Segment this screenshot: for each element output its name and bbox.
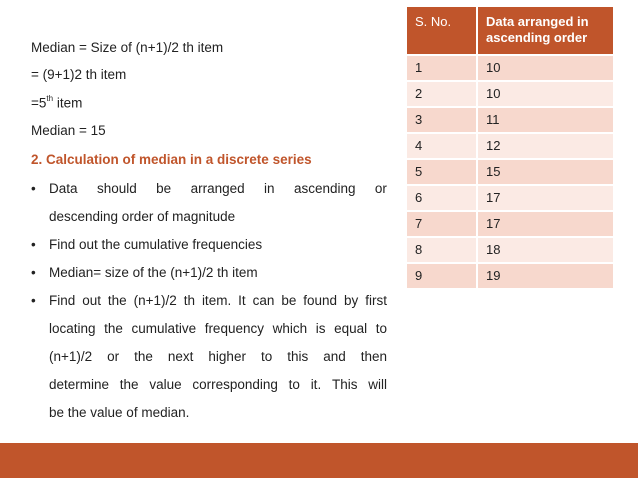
- cell-value: 17: [477, 185, 614, 211]
- word: which: [272, 321, 308, 336]
- table-row: [407, 185, 614, 211]
- word: to: [375, 321, 387, 336]
- word: (n+1)/2: [133, 293, 177, 308]
- word: to: [288, 377, 300, 392]
- cell-sno: 5: [407, 159, 477, 185]
- bullet-2-text: Find out the cumulative frequencies: [49, 237, 263, 252]
- table-row: [407, 81, 614, 107]
- table-row: [407, 159, 614, 185]
- cell-value: 12: [477, 133, 614, 159]
- cell-value: 15: [477, 159, 614, 185]
- table-row: [407, 263, 614, 289]
- bullet-4-line-3-text: [49, 349, 387, 364]
- cell-sno: 6: [407, 185, 477, 211]
- bullet-marker: •: [31, 265, 36, 280]
- table-body: [407, 55, 614, 289]
- word: equal: [334, 321, 368, 336]
- table-row: [407, 237, 614, 263]
- cell-sno: 8: [407, 237, 477, 263]
- cell-value: 10: [477, 55, 614, 81]
- word: in: [264, 181, 275, 196]
- word: it.: [310, 377, 322, 392]
- bullet-4-line-2-text: [49, 321, 387, 336]
- word: then: [360, 349, 387, 364]
- word: the: [104, 321, 123, 336]
- bullet-1-line-2-text: descending order of magnitude: [49, 209, 236, 224]
- table-row: [407, 55, 614, 81]
- word: or: [107, 349, 120, 364]
- word: th: [183, 293, 195, 308]
- table-header-row: [407, 7, 614, 55]
- cell-value: 19: [477, 263, 614, 289]
- word: first: [365, 293, 387, 308]
- cell-sno: 7: [407, 211, 477, 237]
- word: or: [374, 181, 387, 196]
- word: corresponding: [192, 377, 278, 392]
- fifth-item-line: [31, 95, 82, 111]
- word: the: [107, 293, 127, 308]
- word: out: [82, 293, 101, 308]
- cell-sno: 2: [407, 81, 477, 107]
- word: This: [331, 377, 358, 392]
- table-row: [407, 211, 614, 237]
- section-heading: 2. Calculation of median in a discrete series: [31, 152, 312, 167]
- bullet-1-line-1: [49, 181, 387, 196]
- fifth-suffix: item: [53, 95, 83, 111]
- cell-sno: 3: [407, 107, 477, 133]
- word: value: [149, 377, 182, 392]
- cell-value: 10: [477, 81, 614, 107]
- calc-line: = (9+1)2 th item: [31, 67, 127, 82]
- median-value: Median = 15: [31, 123, 106, 138]
- word: locating: [49, 321, 96, 336]
- word: ascending: [293, 181, 356, 196]
- word: is: [315, 321, 326, 336]
- header-data: Data arranged in ascending order: [477, 7, 614, 55]
- fifth-sup: th: [46, 94, 54, 103]
- word: by: [344, 293, 359, 308]
- table-row: [407, 133, 614, 159]
- word: the: [119, 377, 139, 392]
- fifth-prefix: =5: [31, 95, 47, 111]
- cell-value: 17: [477, 211, 614, 237]
- word: be: [156, 181, 172, 196]
- bullet-4-line-4-text: [49, 377, 387, 392]
- word: determine: [49, 377, 110, 392]
- word: can: [252, 293, 275, 308]
- word: to: [260, 349, 273, 364]
- bullet-3-text: Median= size of the (n+1)/2 th item: [49, 265, 258, 280]
- bullet-marker: •: [31, 237, 36, 252]
- word: frequency: [204, 321, 264, 336]
- word: It: [238, 293, 246, 308]
- median-definition: Median = Size of (n+1)/2 th item: [31, 40, 224, 55]
- word: cumulative: [131, 321, 197, 336]
- word: next: [167, 349, 194, 364]
- word: the: [134, 349, 153, 364]
- data-table: [407, 7, 615, 290]
- word: found: [303, 293, 338, 308]
- word: Data: [49, 181, 78, 196]
- footer-bar: [0, 443, 638, 478]
- word: (n+1)/2: [49, 349, 93, 364]
- word: arranged: [190, 181, 245, 196]
- word: higher: [208, 349, 246, 364]
- word: should: [96, 181, 137, 196]
- word: be: [281, 293, 297, 308]
- cell-value: 18: [477, 237, 614, 263]
- cell-sno: 1: [407, 55, 477, 81]
- header-sno: S. No.: [407, 7, 477, 55]
- word: Find: [49, 293, 76, 308]
- bullet-marker: •: [31, 181, 36, 196]
- word: this: [287, 349, 309, 364]
- word: will: [368, 377, 387, 392]
- cell-sno: 9: [407, 263, 477, 289]
- cell-value: 11: [477, 107, 614, 133]
- bullet-4-line-5-text: be the value of median.: [49, 405, 190, 420]
- word: and: [323, 349, 346, 364]
- word: item.: [201, 293, 232, 308]
- cell-sno: 4: [407, 133, 477, 159]
- table-row: [407, 107, 614, 133]
- bullet-4-line-1: [49, 293, 387, 308]
- bullet-marker: •: [31, 293, 36, 308]
